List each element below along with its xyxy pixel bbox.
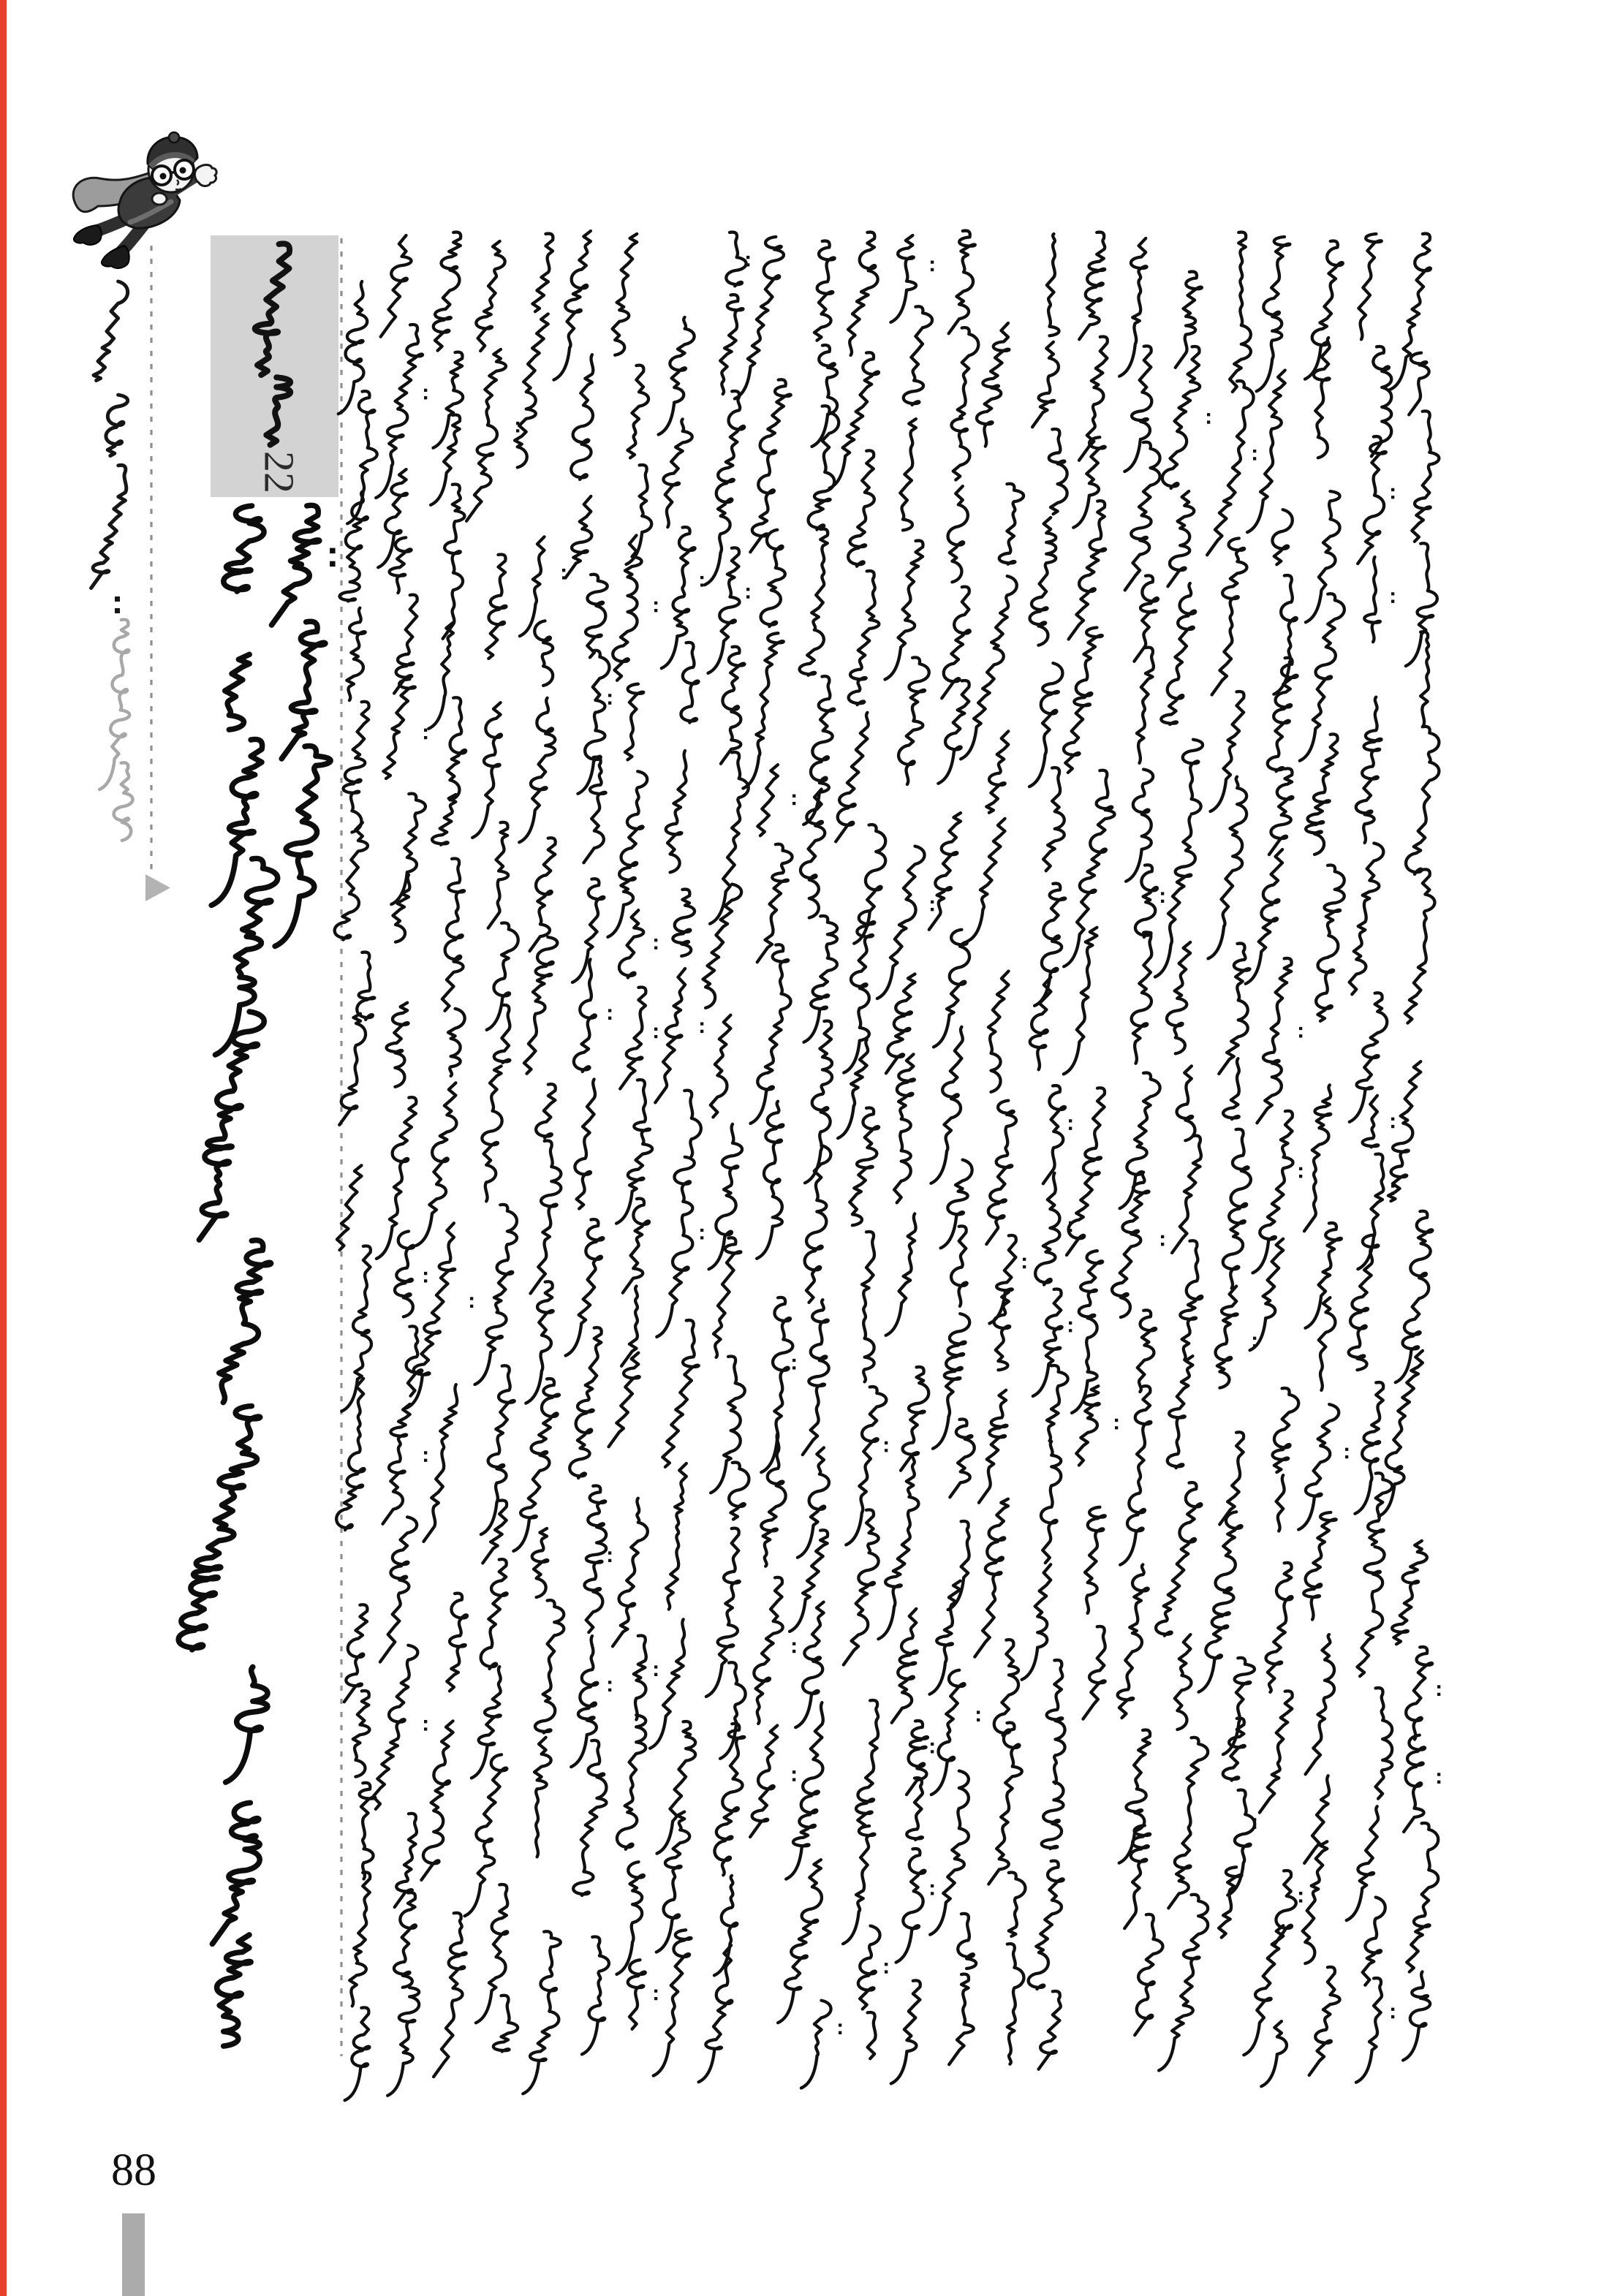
body-column-12 xyxy=(830,232,888,2059)
lesson-number: 22 xyxy=(255,451,303,493)
body-column-24 xyxy=(1379,234,1440,2061)
script-diacritic-dots xyxy=(1391,488,1394,2018)
body-column-7 xyxy=(608,234,657,2029)
body-column-11 xyxy=(778,241,841,2088)
sidebar-colon xyxy=(115,596,120,613)
mascot-front-boot xyxy=(102,246,129,268)
mascot-glasses-bridge xyxy=(170,172,175,173)
body-column-19 xyxy=(1155,272,1210,2071)
title-line-1 xyxy=(178,506,278,2046)
script-diacritic-dots xyxy=(792,795,795,1781)
body-column-10 xyxy=(735,237,795,1837)
script-diacritic-dots xyxy=(1207,413,1210,424)
body-column-14 xyxy=(929,231,980,2065)
body-column-6 xyxy=(554,231,612,2054)
mascot-pupil-left xyxy=(160,173,167,180)
body-column-2 xyxy=(373,235,427,2096)
body-column-3 xyxy=(406,232,473,2077)
mascot-hat-knob xyxy=(169,132,179,143)
script-diacritic-dots xyxy=(885,1441,888,1974)
mascot-hand xyxy=(194,165,216,186)
script-diacritic-dots xyxy=(977,1710,980,1721)
mascot-chin-hand xyxy=(152,193,167,205)
script-diacritic-dots xyxy=(1345,1448,1348,1459)
body-column-5 xyxy=(513,234,565,2094)
footer-bar xyxy=(122,2213,145,2296)
script-diacritic-dots xyxy=(700,576,703,1239)
script-diacritic-dots xyxy=(1253,450,1256,1829)
body-column-16 xyxy=(1022,234,1072,2069)
script-diacritic-dots xyxy=(1115,1419,1118,1430)
body-column-13 xyxy=(877,235,934,2083)
script-diacritic-dots xyxy=(1299,1027,1302,1903)
script-diacritic-dots xyxy=(1437,1685,1440,1784)
script-diacritic-dots xyxy=(608,694,611,1691)
sidebar-arrow-icon xyxy=(145,874,170,901)
sidebar-note-bold-text xyxy=(91,281,128,588)
sidebar-note-gray-text xyxy=(99,620,132,841)
script-diacritic-dots xyxy=(470,1297,473,1308)
script-diacritic-dots xyxy=(1023,1258,1026,1269)
script-diacritic-dots xyxy=(839,2023,841,2034)
script-diacritic-dots xyxy=(330,548,336,567)
body-column-8 xyxy=(650,317,703,2076)
body-column-4 xyxy=(465,241,520,2051)
script-diacritic-dots xyxy=(1161,892,1164,1246)
body-column-20 xyxy=(1199,232,1257,1938)
body-column-18 xyxy=(1112,238,1164,2035)
body-column-17 xyxy=(1064,232,1119,1719)
page-number: 88 xyxy=(111,2145,156,2195)
lesson-badge xyxy=(211,235,338,497)
mascot-illustration xyxy=(73,132,216,268)
body-column-9 xyxy=(699,232,750,2083)
mascot-pupil-right xyxy=(180,167,186,174)
body-column-22 xyxy=(1298,241,1348,2075)
script-diacritic-dots xyxy=(424,389,427,1731)
title-line-2 xyxy=(272,505,336,946)
script-diacritic-dots xyxy=(654,602,657,2001)
script-diacritic-dots xyxy=(746,256,749,599)
body-column-21 xyxy=(1244,237,1302,2086)
body-column-15 xyxy=(961,323,1026,2064)
mascot-rear-boot xyxy=(74,225,102,245)
body-column-23 xyxy=(1347,234,1395,2083)
script-diacritic-dots xyxy=(931,260,934,1895)
